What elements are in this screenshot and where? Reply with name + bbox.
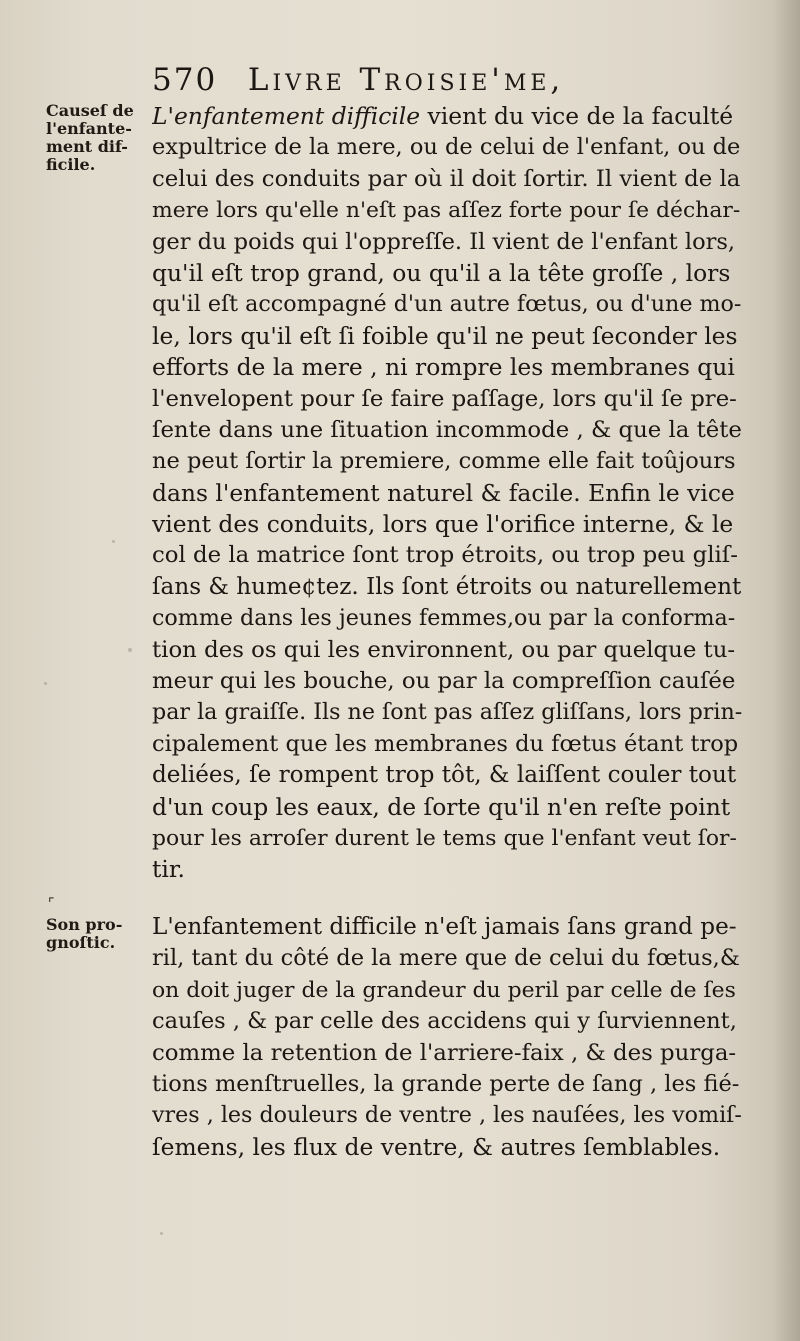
text-line: qu'il eſt trop grand, ou qu'il a la tête groſſe , lors: [152, 258, 731, 287]
text-line: col de la matrice ſont trop étroits, ou trop peu gliſ-: [152, 542, 738, 569]
text-line: mere lors qu'elle n'eſt pas aſſez forte pour ſe déchar-: [152, 198, 741, 224]
text-line: l'envelopent pour ſe faire paſſage, lors qu'il ſe pre-: [152, 385, 737, 412]
margin-note-line: gnoſtic.: [46, 933, 116, 952]
text-line: ril, tant du côté de la mere que de celui du fœtus,&: [152, 945, 740, 972]
ink-speck: [44, 682, 47, 685]
margin-note-line: ment dif-: [46, 137, 128, 156]
text-line: vient des conduits, lors que l'orifice interne, & le: [152, 510, 734, 539]
text-line: meur qui les bouche, ou par la compreſſion cauſée: [152, 668, 736, 695]
text-line: L'enfantement difficile n'eſt jamais ſans grand pe-: [152, 914, 737, 940]
text-line: expultrice de la mere, ou de celui de l'enfant, ou de: [152, 134, 741, 161]
margin-bracket-mark: ⌜: [48, 896, 55, 912]
text-line: tir.: [152, 855, 185, 884]
text-line: tion des os qui les environnent, ou par quelque tu-: [152, 636, 736, 663]
text-line: dans l'enfantement naturel & facile. Enfin le vice: [152, 478, 735, 507]
text-line: ſans & hume¢tez. Ils ſont étroits ou naturellement: [152, 573, 742, 600]
text-line: ne peut ſortir la premiere, comme elle fait toûjours: [152, 448, 736, 475]
ink-speck: [128, 648, 132, 652]
text-line: vres , les douleurs de ventre , les nauſées, les vomiſ-: [152, 1102, 742, 1129]
text-line: tions menſtruelles, la grande perte de ſang , les fié-: [152, 1070, 740, 1097]
running-title: Livre Troisie'me,: [247, 62, 565, 98]
text-line: cauſes , & par celle des accidens qui y ſurviennent,: [152, 1008, 737, 1035]
text-line: deliées, ſe rompent trop tôt, & laiſſent couler tout: [152, 762, 737, 789]
text-line: d'un coup les eaux, de ſorte qu'il n'en reſte point: [152, 792, 731, 821]
text-line: ger du poids qui l'oppreſſe. Il vient de l'enfant lors,: [152, 228, 736, 255]
text-line: on doit juger de la grandeur du peril par celle de ſes: [152, 977, 736, 1003]
margin-note-prognostic: [46, 916, 150, 952]
margin-note-line: l'enfante-: [46, 119, 132, 138]
text-line: ſente dans une ſituation incommode , & que la tête: [152, 416, 742, 443]
text-line: qu'il eſt accompagné d'un autre fœtus, ou d'une mo-: [152, 291, 742, 318]
page-number: 570: [152, 62, 218, 98]
margin-note-causes: [46, 102, 150, 174]
margin-note-line: Causeſ de: [46, 101, 134, 120]
text-line: ſemens, les flux de ventre, & autres ſemblables.: [152, 1132, 721, 1161]
ink-speck: [112, 540, 115, 543]
text-line: efforts de la mere , ni rompre les membranes qui: [152, 353, 735, 382]
text-line: par la graiſſe. Ils ne ſont pas aſſez gliſſans, lors prin-: [152, 699, 742, 726]
margin-note-line: ficile.: [46, 155, 96, 174]
margin-note-line: Son pro-: [46, 915, 123, 934]
paragraph-2: [152, 912, 742, 1163]
ink-speck: [160, 1232, 163, 1235]
text-line: celui des conduits par où il doit ſortir. Il vient de la: [152, 165, 741, 192]
paragraph-1: [152, 101, 742, 886]
text-line: le, lors qu'il eſt ſi foible qu'il ne peut ſeconder les: [152, 321, 738, 350]
text-line: pour les arroſer durent le tems que l'enfant veut ſor-: [152, 825, 737, 851]
text-line: cipalement que les membranes du fœtus étant trop: [152, 730, 739, 757]
paragraph-lead-rest: vient du vice de la faculté: [420, 102, 734, 130]
text-line: comme dans les jeunes femmes,ou par la conforma-: [152, 605, 736, 632]
page-spine-shadow: [772, 0, 800, 1341]
text-line: comme la retention de l'arriere-faix , & des purga-: [152, 1039, 737, 1066]
paragraph-lead-italic: L'enfantement difficile: [152, 102, 421, 130]
paragraph-1-first-line: [152, 101, 742, 132]
